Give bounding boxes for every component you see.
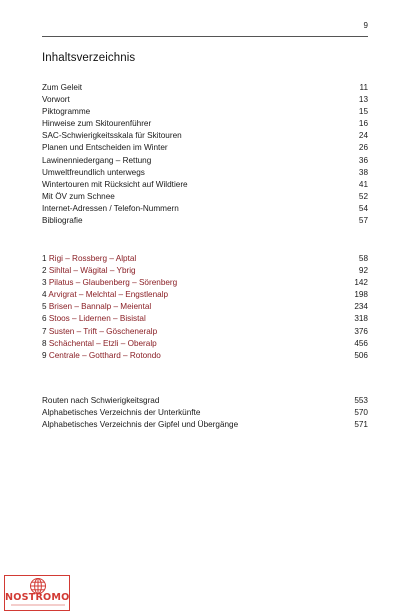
region-number: 6	[42, 314, 47, 324]
region-page: 376	[354, 326, 368, 336]
toc-entry-label: Internet-Adressen / Telefon-Nummern	[42, 203, 179, 213]
region-entry[interactable]	[42, 301, 368, 313]
region-name: Centrale – Gotthard – Rotondo	[48, 350, 161, 360]
region-number: 4	[42, 290, 47, 300]
region-number: 8	[42, 338, 47, 348]
regions-list	[42, 253, 368, 362]
region-entry[interactable]	[42, 350, 368, 362]
toc-entry-label: Umweltfreundlich unterwegs	[42, 167, 145, 177]
toc-entry[interactable]	[42, 215, 368, 227]
toc-entry[interactable]	[42, 82, 368, 94]
appendix-list	[42, 395, 368, 431]
toc-entry[interactable]	[42, 118, 368, 130]
toc-entry-page: 57	[358, 216, 368, 226]
region-number: 1	[42, 254, 47, 263]
toc-entry-page: 16	[358, 119, 368, 129]
page-number: 9	[363, 21, 368, 30]
region-number: 5	[42, 302, 47, 312]
toc-entry-label: Routen nach Schwierigkeitsgrad	[42, 396, 160, 405]
region-name: Brisen – Bannalp – Meiental	[48, 302, 152, 312]
toc-entry[interactable]	[42, 167, 368, 179]
region-page: 92	[358, 266, 368, 276]
region-page: 234	[354, 302, 368, 312]
region-name: Rigi – Rossberg – Alptal	[48, 254, 137, 263]
region-page: 506	[354, 350, 368, 360]
toc-entry-page: 571	[354, 420, 368, 430]
toc-entry-page: 38	[358, 167, 368, 177]
toc-entry[interactable]	[42, 395, 368, 407]
region-entry[interactable]	[42, 277, 368, 289]
region-entry[interactable]	[42, 265, 368, 277]
toc-entry-page: 26	[358, 143, 368, 153]
toc-entry-label: Alphabetisches Verzeichnis der Unterkünfte	[42, 408, 201, 418]
toc-entry-label: Lawinenniedergang – Rettung	[42, 155, 152, 165]
region-name: Pilatus – Glaubenberg – Sörenberg	[48, 278, 178, 288]
region-page: 198	[354, 290, 368, 300]
toc-entry-page: 41	[358, 179, 368, 189]
toc-entry-page: 24	[358, 131, 368, 141]
region-number: 7	[42, 326, 47, 336]
toc-entry-label: SAC-Schwierigkeitsskala für Skitouren	[42, 131, 182, 141]
toc-entry-page: 52	[358, 191, 368, 201]
toc-entry-label: Hinweise zum Skitourenführer	[42, 119, 152, 129]
toc-entry-page: 11	[359, 83, 368, 92]
toc-entry-label: Mit ÖV zum Schnee	[42, 191, 115, 201]
toc-entry-label: Alphabetisches Verzeichnis der Gipfel und Übergänge	[42, 420, 239, 430]
region-page: 318	[354, 314, 368, 324]
toc-entry[interactable]	[42, 203, 368, 215]
toc-entry-page: 570	[354, 408, 368, 418]
toc-entry-label: Vorwort	[42, 95, 70, 105]
region-page: 58	[358, 254, 368, 263]
toc-entry-page: 13	[358, 95, 368, 105]
region-entry[interactable]	[42, 313, 368, 325]
toc-entry-page: 553	[354, 396, 368, 405]
region-page: 456	[354, 338, 368, 348]
region-name: Arvigrat – Melchtal – Engstlenalp	[48, 290, 169, 300]
toc-entry-label: Bibliografie	[42, 216, 83, 226]
toc-entry[interactable]	[42, 155, 368, 167]
region-number: 9	[42, 350, 47, 360]
region-entry[interactable]	[42, 326, 368, 338]
toc-entry-label: Planen und Entscheiden im Winter	[42, 143, 168, 153]
toc-entry[interactable]	[42, 407, 368, 419]
toc-entry[interactable]	[42, 94, 368, 106]
watermark-brand: NOSTROMO	[5, 592, 70, 603]
toc-entry[interactable]	[42, 142, 368, 154]
front-matter-list	[42, 82, 368, 227]
toc-entry-label: Piktogramme	[42, 107, 91, 117]
region-name: Stoos – Lidernen – Bisistal	[48, 314, 146, 324]
region-page: 142	[354, 278, 368, 288]
toc-entry-page: 15	[358, 107, 368, 117]
nostromo-watermark-logo	[4, 575, 70, 611]
toc-entry[interactable]	[42, 191, 368, 203]
toc-entry[interactable]	[42, 130, 368, 142]
toc-entry[interactable]	[42, 179, 368, 191]
region-entry[interactable]	[42, 253, 368, 265]
region-number: 2	[42, 266, 47, 276]
toc-entry[interactable]	[42, 419, 368, 431]
toc-entry[interactable]	[42, 106, 368, 118]
header-rule	[42, 36, 368, 37]
region-name: Sihltal – Wägital – Ybrig	[48, 266, 136, 276]
toc-entry-page: 36	[358, 155, 368, 165]
toc-entry-label: Zum Geleit	[42, 83, 83, 92]
toc-entry-label: Wintertouren mit Rücksicht auf Wildtiere	[42, 179, 188, 189]
toc-entry-page: 54	[358, 203, 368, 213]
region-entry[interactable]	[42, 338, 368, 350]
page-title: Inhaltsverzeichnis	[42, 52, 136, 64]
region-name: Susten – Trift – Göscheneralp	[48, 326, 158, 336]
region-name: Schächental – Etzli – Oberalp	[48, 338, 157, 348]
region-number: 3	[42, 278, 47, 288]
region-entry[interactable]	[42, 289, 368, 301]
